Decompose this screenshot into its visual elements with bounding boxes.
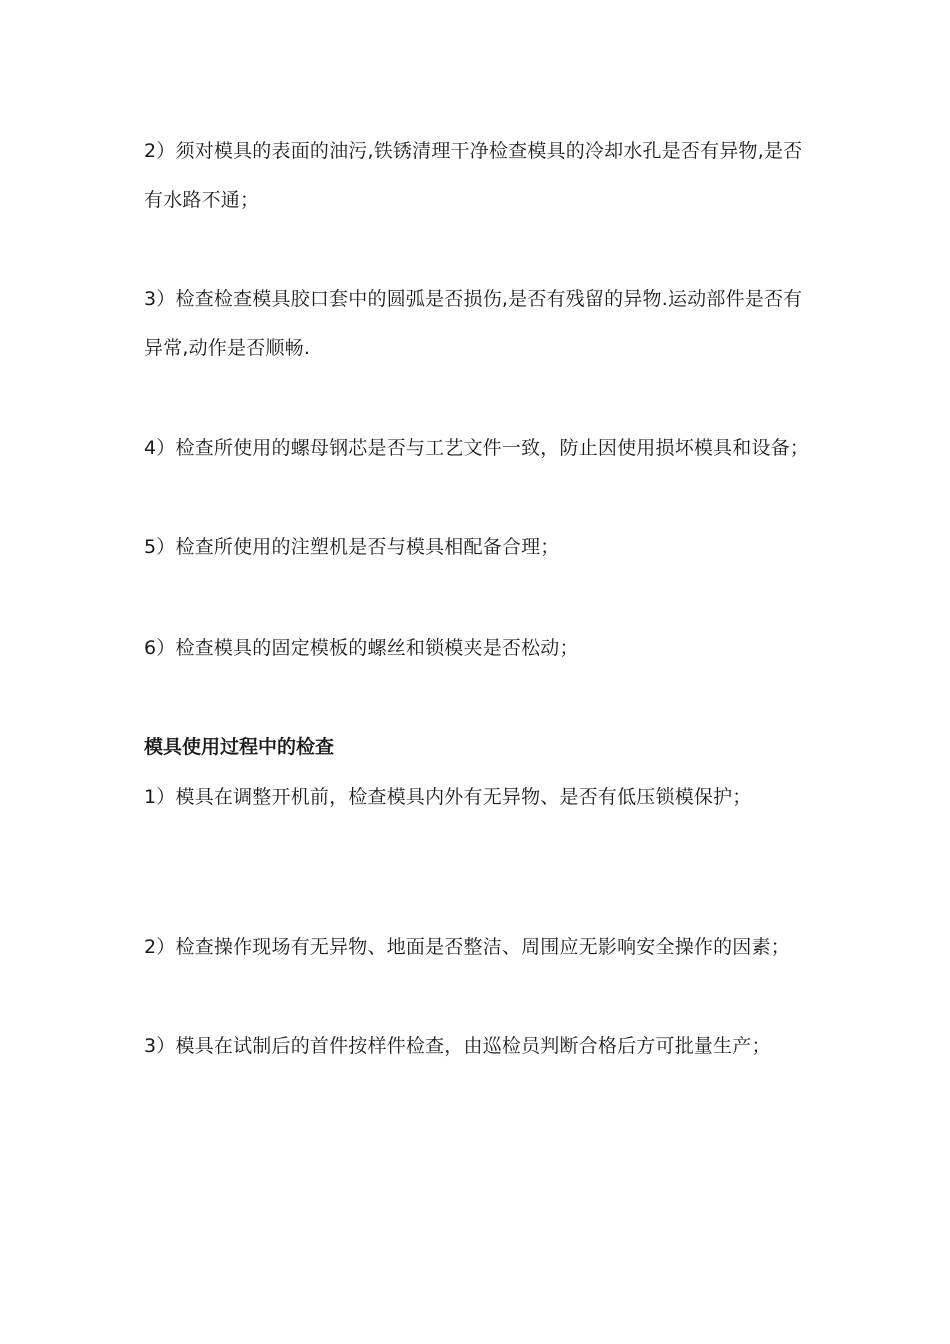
paragraph-first-article-check: 3）模具在试制后的首件按样件检查，由巡检员判断合格后方可批量生产；	[144, 1035, 771, 1057]
paragraph-mold-surface-cleaning: 2）须对模具的表面的油污,铁锈清理干净检查模具的冷却水孔是否有异物,是否有水路不通；	[144, 140, 803, 211]
section-heading: 模具使用过程中的检查	[144, 736, 335, 758]
paragraph-work-site-check: 2）检查操作现场有无异物、地面是否整洁、周围应无影响安全操作的因素；	[144, 936, 790, 958]
paragraph-gate-bushing-check: 3）检查检查模具胶口套中的圆弧是否损伤,是否有残留的异物.运动部件是否有异常,动作是否顺畅.	[144, 288, 803, 359]
paragraph-nut-core-check: 4）检查所使用的螺母钢芯是否与工艺文件一致，防止因使用损坏模具和设备；	[144, 437, 810, 459]
paragraph-fixing-plate-check: 6）检查模具的固定模板的螺丝和锁模夹是否松动；	[144, 637, 579, 659]
paragraph-pre-start-check: 1）模具在调整开机前，检查模具内外有无异物、是否有低压锁模保护；	[144, 786, 752, 808]
paragraph-injection-machine-check: 5）检查所使用的注塑机是否与模具相配备合理；	[144, 536, 560, 558]
